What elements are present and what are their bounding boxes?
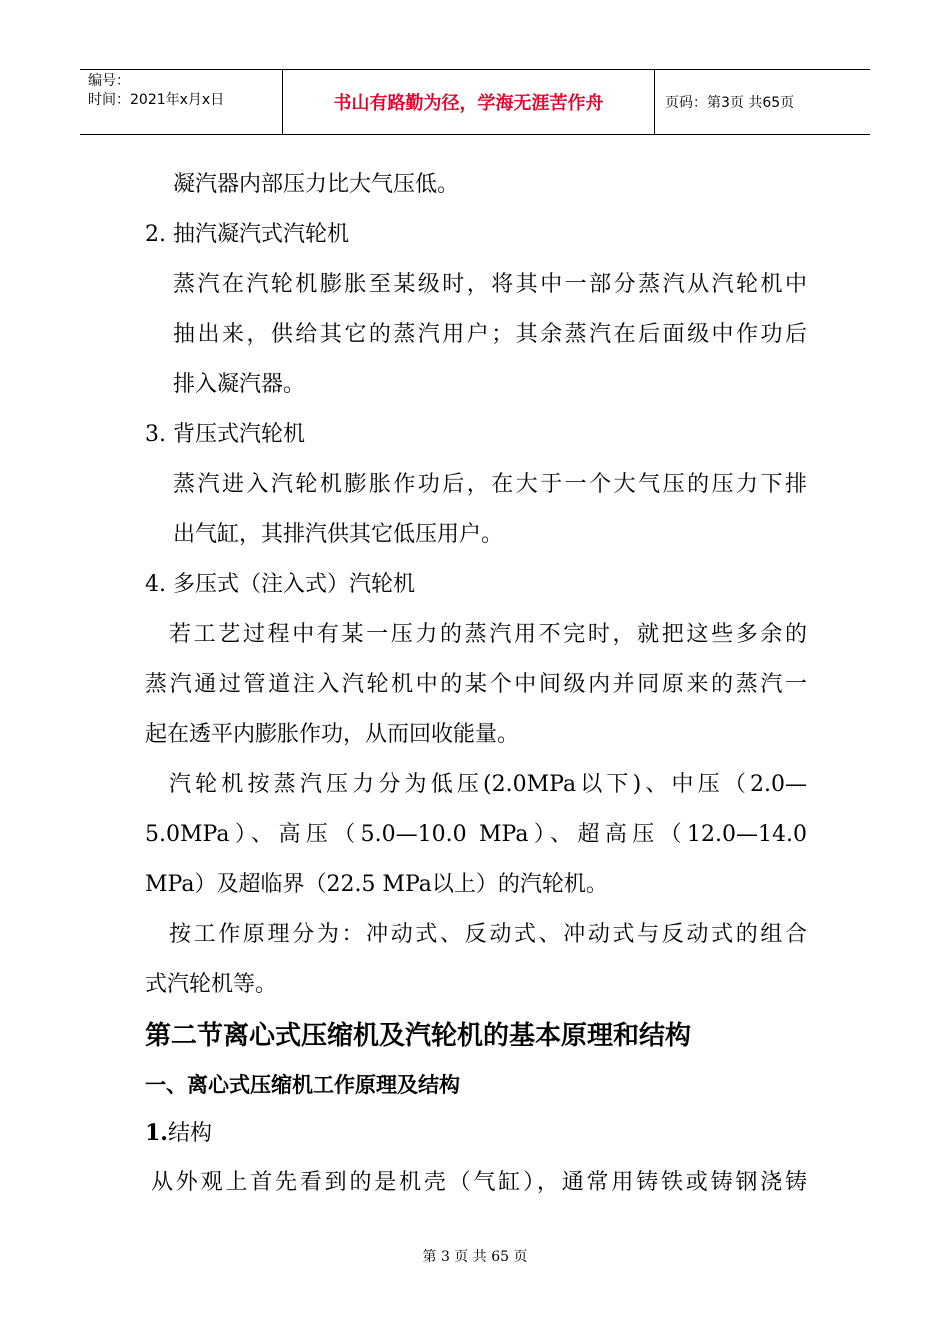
document-body <box>145 160 807 1208</box>
page-header <box>80 69 870 135</box>
list-item-title: 3. 背压式汽轮机 <box>145 422 305 447</box>
header-motto <box>282 70 655 134</box>
structure-number: 1. <box>145 1120 168 1146</box>
page-info-text: 页码：第3页 共65页 <box>665 95 795 111</box>
paragraph-line: MPa）及超临界（22.5 MPa以上）的汽轮机。 <box>145 872 608 897</box>
paragraph-line: 若工艺过程中有某一压力的蒸汽用不完时，就把这些多余的 <box>169 622 807 647</box>
document-date: 时间：2021年x月x日 <box>88 92 225 108</box>
paragraph-line: 按工作原理分为：冲动式、反动式、冲动式与反动式的组合 <box>169 922 807 947</box>
subsection-heading: 一、离心式压缩机工作原理及结构 <box>145 1073 460 1097</box>
page-footer <box>0 1246 950 1266</box>
structure-label: 结构 <box>167 1121 212 1146</box>
paragraph-line: 出气缸，其排汽供其它低压用户。 <box>173 522 504 547</box>
motto-text: 书山有路勤为径，学海无涯苦作舟 <box>333 93 604 114</box>
paragraph-line: 抽出来，供给其它的蒸汽用户；其余蒸汽在后面级中作功后 <box>173 322 807 347</box>
paragraph-line: 蒸汽在汽轮机膨胀至某级时，将其中一部分蒸汽从汽轮机中 <box>173 272 807 297</box>
document-number-label: 编号： <box>88 73 130 89</box>
header-meta <box>80 70 282 134</box>
paragraph-line: 排入凝汽器。 <box>173 372 306 397</box>
paragraph-line: 蒸汽通过管道注入汽轮机中的某个中间级内并同原来的蒸汽一 <box>145 672 807 697</box>
list-item-title: 4. 多压式（注入式）汽轮机 <box>145 572 415 597</box>
paragraph-line: 式汽轮机等。 <box>145 972 278 997</box>
header-page-info <box>655 70 870 134</box>
paragraph-line: 汽轮机按蒸汽压力分为低压(2.0MPa以下)、中压（2.0— <box>169 772 807 797</box>
paragraph: 凝汽器内部压力比大气压低。 <box>173 172 460 197</box>
footer-page-number: 第 3 页 共 65 页 <box>422 1249 528 1265</box>
list-item-title: 2. 抽汽凝汽式汽轮机 <box>145 222 349 247</box>
paragraph-line: 从外观上首先看到的是机壳（气缸），通常用铸铁或铸钢浇铸 <box>151 1170 807 1195</box>
paragraph-line: 5.0MPa）、高压（5.0—10.0 MPa）、超高压（12.0—14.0 <box>145 822 807 847</box>
section-heading: 第二节离心式压缩机及汽轮机的基本原理和结构 <box>145 1021 692 1051</box>
paragraph-line: 蒸汽进入汽轮机膨胀作功后，在大于一个大气压的压力下排 <box>173 472 807 497</box>
paragraph-line: 起在透平内膨胀作功，从而回收能量。 <box>145 722 520 747</box>
structure-heading <box>145 1108 807 1158</box>
